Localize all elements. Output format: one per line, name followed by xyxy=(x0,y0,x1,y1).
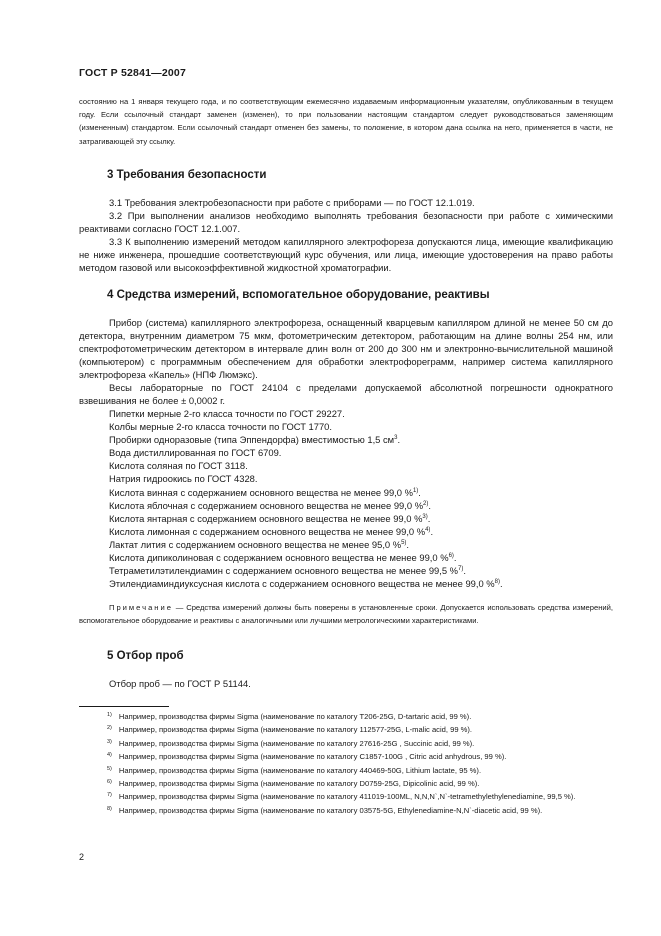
item-superscript: 5) xyxy=(401,539,407,546)
equipment-list-item xyxy=(79,577,613,590)
item-text: Этилендиаминдиуксусная кислота с содержанием основного вещества не менее 99,0 % xyxy=(109,578,495,590)
item-tail: . xyxy=(397,434,401,446)
footnote-item xyxy=(79,710,613,723)
equipment-list-item xyxy=(79,486,613,499)
equipment-list-item xyxy=(79,512,613,525)
equipment-list-item xyxy=(79,551,613,564)
item-superscript: 7) xyxy=(458,566,464,572)
intro-paragraph: состоянию на 1 января текущего года, и по соответствующим ежемесячно издаваемым информационным указателям, опубликованным в текущем году. Если ссылочный стандарт заменен (изменен), то при пользовании настоящим стандартом следует руководствоваться заменяющим (измененным) стандартом. Если ссылочный стандарт отменен без замены, то положение, в котором дана ссылка на него, применяется в части, не затрагивающей эту ссылку. xyxy=(79,97,613,146)
page-number: 2 xyxy=(79,852,85,862)
item-tail: . xyxy=(427,512,431,524)
item-text: Кислота винная с содержанием основного вещества не менее 99,0 % xyxy=(109,486,413,498)
equipment-list-item xyxy=(79,499,613,512)
section-3-paragraph-2: 3.2 При выполнении анализов необходимо выполнять требования безопасности при работе с химическими реактивами согласно ГОСТ 12.1.007. xyxy=(79,210,613,235)
equipment-list-item xyxy=(79,459,613,472)
item-text: Пипетки мерные 2-го класса точности по ГОСТ 29227. xyxy=(109,408,345,419)
footnote-text: Например, производства фирмы Sigma (наименование по каталогу T206-25G, D-tartaric acid, 99 %). xyxy=(118,712,472,721)
item-text: Лактат лития с содержанием основного вещества не менее 95,0 % xyxy=(109,538,402,550)
item-superscript: 2) xyxy=(423,500,429,507)
section-4-paragraph-2: Весы лабораторные по ГОСТ 24104 с пределами допускаемой абсолютной погрешности однократного взвешивания не более ± 0,0002 г. xyxy=(79,382,613,407)
item-text: Тетраметилэтилендиамин с содержанием основного вещества не менее 99,5 % xyxy=(109,565,459,577)
note-label: Примечание xyxy=(109,603,173,612)
equipment-list-item xyxy=(79,446,613,459)
section-4-title: 4 Средства измерений, вспомогательное оборудование, реактивы xyxy=(107,289,490,301)
section-4-paragraph-1: Прибор (система) капиллярного электрофореза, оснащенный кварцевым капилляром длиной не менее 50 см до детектора, внутренним диаметром 75 мкм, фотометрическим детектором, работающим на длине волны 254 нм, или спектрофотометрическим детектором в интервале длин волн от 200 до 300 нм и электронно-вычислительной машиной (компьютером) с программным обеспечением для обработки электрофореграмм, например система капиллярного электрофореза «Капель» (НПФ Люмэкс). xyxy=(79,317,613,381)
footnote-item xyxy=(79,737,613,750)
document-header: ГОСТ Р 52841—2007 xyxy=(79,67,187,79)
footnote-text: Например, производства фирмы Sigma (наименование по каталогу 03575-5G, Ethylenediamine-N,N`-diacetic acid, 99 %). xyxy=(118,805,543,815)
equipment-list-item xyxy=(79,407,613,420)
note-text: — Средства измерений должны быть поверены в установленные сроки. Допускается использовать средства измерений, вспомогательное оборудование и реактивы с аналогичными или лучшими метрологическими характеристиками. xyxy=(79,603,613,625)
item-text: Кислота соляная по ГОСТ 3118. xyxy=(109,460,248,472)
footnote-item xyxy=(79,790,613,803)
footnote-item xyxy=(79,750,613,763)
footnote-mark: 1) xyxy=(107,712,112,718)
footnote-text: Например, производства фирмы Sigma (наименование по каталогу 411019-100ML, N,N,N`,N`-tetramethylethylenediamine, 99,5 %). xyxy=(118,792,576,802)
item-text: Колбы мерные 2-го класса точности по ГОСТ 1770. xyxy=(109,421,332,433)
footnote-item xyxy=(79,777,613,790)
footnote-text: Например, производства фирмы Sigma (наименование по каталогу C1857-100G , Citric acid anhydrous, 99 %). xyxy=(118,752,507,762)
footnote-text: Например, производства фирмы Sigma (наименование по каталогу D0759-25G, Dipicolinic acid, 99 %). xyxy=(118,779,480,789)
item-superscript: 8) xyxy=(494,579,500,586)
footnote-mark: 2) xyxy=(107,725,112,732)
item-text: Вода дистиллированная по ГОСТ 6709. xyxy=(109,447,282,459)
footnote-mark: 3) xyxy=(107,738,112,745)
equipment-list xyxy=(79,407,613,590)
footnote-mark: 8) xyxy=(107,805,112,812)
footnote-mark: 5) xyxy=(107,765,112,772)
footnotes xyxy=(79,710,613,817)
section-5-paragraph-1: Отбор проб — по ГОСТ Р 51144. xyxy=(109,678,251,689)
item-tail: . xyxy=(428,499,431,511)
section-3-title: 3 Требования безопасности xyxy=(107,169,267,181)
item-tail: . xyxy=(418,486,421,498)
item-tail: . xyxy=(430,525,434,537)
item-text: Кислота янтарная с содержанием основного вещества не менее 99,0 % xyxy=(109,512,423,524)
section-3-paragraph-1: 3.1 Требования электробезопасности при работе с приборами — по ГОСТ 12.1.019. xyxy=(109,197,475,208)
item-superscript: 4) xyxy=(425,526,431,533)
footnote-item xyxy=(79,804,613,817)
item-superscript: 1) xyxy=(412,487,419,494)
section-3-paragraph-3: 3.3 К выполнению измерений методом капиллярного электрофореза допускаются лица, имеющие квалификацию не ниже инженера, прошедшие соответствующий курс обучения, или лица, имеющие удостоверения на право работы методом газовой или высокоэффективной жидкостной хроматографии. xyxy=(79,236,613,274)
footnote-item xyxy=(79,723,613,736)
footnote-text: Например, производства фирмы Sigma (наименование по каталогу 112577-25G, L-malic acid, 99 %). xyxy=(118,725,473,735)
footnote-mark: 6) xyxy=(107,779,112,786)
item-tail: . xyxy=(463,565,466,577)
item-text: Пробирки одноразовые (типа Эппендорфа) вместимостью 1,5 см xyxy=(109,434,395,446)
item-superscript: 6) xyxy=(448,552,454,559)
item-tail: . xyxy=(453,552,457,564)
item-tail: . xyxy=(406,538,410,550)
footnote-mark: 4) xyxy=(107,752,112,759)
section-5-title: 5 Отбор проб xyxy=(107,650,184,662)
footnote-item xyxy=(79,764,613,777)
item-text: Кислота лимонная с содержанием основного вещества не менее 99,0 % xyxy=(109,525,426,537)
footnote-text: Например, производства фирмы Sigma (наименование по каталогу 27616-25G , Succinic acid, 99 %). xyxy=(118,738,475,748)
footnote-mark: 7) xyxy=(107,792,112,799)
item-text: Кислота яблочная с содержанием основного вещества не менее 99,0 % xyxy=(109,499,424,511)
equipment-list-item xyxy=(79,538,613,551)
equipment-list-item xyxy=(79,525,613,538)
footnote-text: Например, производства фирмы Sigma (наименование по каталогу 440469-50G, Lithium lactate, 95 %). xyxy=(118,765,482,775)
item-superscript: 3 xyxy=(394,435,398,442)
item-superscript: 3) xyxy=(422,513,428,520)
equipment-list-item xyxy=(79,420,613,433)
item-tail: . xyxy=(500,578,503,590)
equipment-list-item xyxy=(79,433,613,446)
item-text: Натрия гидроокись по ГОСТ 4328. xyxy=(109,473,258,485)
section-4-note xyxy=(79,601,613,627)
item-text: Кислота дипиколиновая с содержанием основного вещества не менее 99,0 % xyxy=(109,552,449,564)
footnote-separator xyxy=(79,706,169,707)
equipment-list-item xyxy=(79,564,613,577)
equipment-list-item xyxy=(79,472,613,485)
